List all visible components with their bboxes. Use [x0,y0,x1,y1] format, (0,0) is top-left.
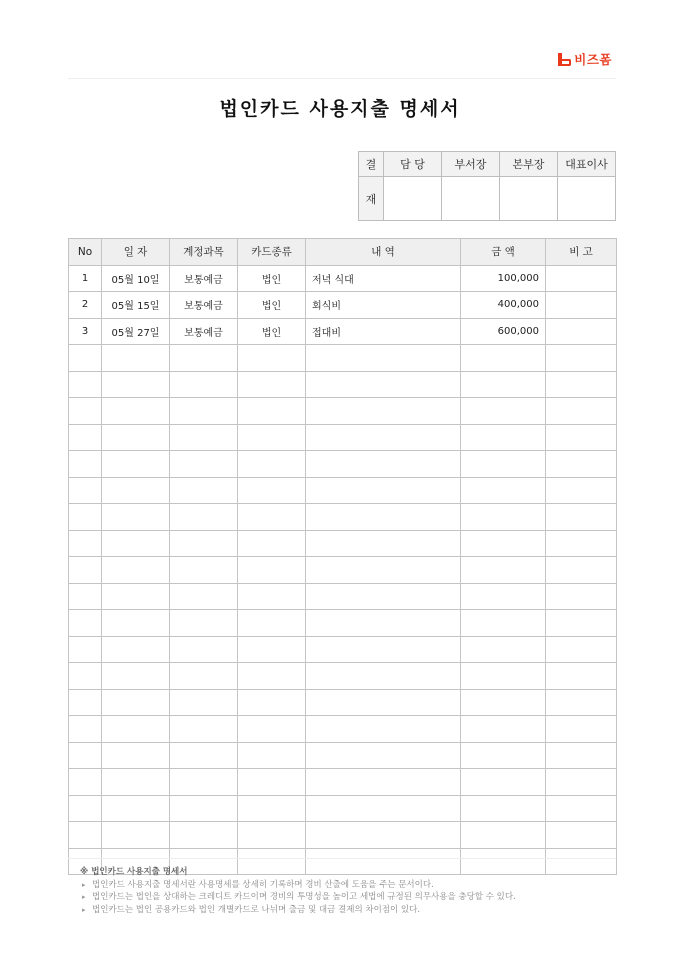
cell-date[interactable] [102,557,170,584]
cell-card-type[interactable] [238,424,306,451]
cell-account[interactable] [170,451,238,478]
col-header-card-type: 카드종류 [238,239,306,266]
cell-description[interactable] [306,795,461,822]
cell-amount[interactable] [461,610,546,637]
cell-date[interactable] [102,504,170,531]
cell-card-type[interactable] [238,769,306,796]
cell-date[interactable] [102,477,170,504]
cell-account[interactable] [170,477,238,504]
brand-logo [558,50,612,68]
cell-date[interactable] [102,610,170,637]
cell-no[interactable]: 3 [69,318,102,345]
cell-amount[interactable] [461,583,546,610]
cell-amount[interactable]: 400,000 [461,292,546,319]
cell-card-type[interactable] [238,716,306,743]
cell-card-type[interactable]: 법인 [238,318,306,345]
expense-ledger-table [68,238,617,875]
table-row [69,504,617,531]
table-row [69,424,617,451]
cell-no[interactable] [69,557,102,584]
cell-card-type[interactable] [238,345,306,372]
col-header-account: 계정과목 [170,239,238,266]
cell-amount[interactable] [461,398,546,425]
cell-account[interactable] [170,663,238,690]
table-row [69,636,617,663]
table-row [69,451,617,478]
cell-card-type[interactable] [238,477,306,504]
table-row [69,398,617,425]
cell-description[interactable] [306,398,461,425]
cell-no[interactable] [69,663,102,690]
col-header-date: 일 자 [102,239,170,266]
table-row [69,689,617,716]
cell-no[interactable] [69,822,102,849]
cell-no[interactable] [69,716,102,743]
approval-role-4: 대표이사 [558,152,616,177]
cell-note[interactable] [546,398,617,425]
cell-note[interactable] [546,557,617,584]
cell-amount[interactable] [461,345,546,372]
cell-note[interactable] [546,663,617,690]
note-item: ▸ 법인카드 사용지출 명세서란 사용명세를 상세히 기록하며 경비 산출에 도움을 주는 문서이다. [80,879,620,892]
approval-side-label-bottom: 재 [359,177,384,221]
cell-date[interactable] [102,822,170,849]
cell-no[interactable] [69,424,102,451]
cell-account[interactable] [170,504,238,531]
cell-no[interactable] [69,742,102,769]
table-row [69,371,617,398]
cell-amount[interactable] [461,557,546,584]
logo-icon [558,53,571,66]
cell-date[interactable] [102,689,170,716]
cell-description[interactable] [306,663,461,690]
cell-amount[interactable] [461,822,546,849]
cell-note[interactable] [546,583,617,610]
cell-date[interactable] [102,424,170,451]
table-row [69,716,617,743]
table-row [69,292,617,319]
cell-no[interactable] [69,769,102,796]
cell-amount[interactable] [461,742,546,769]
cell-no[interactable]: 1 [69,265,102,292]
cell-description[interactable] [306,504,461,531]
cell-description[interactable] [306,689,461,716]
cell-no[interactable] [69,451,102,478]
approval-role-3: 본부장 [500,152,558,177]
top-divider [68,78,616,79]
cell-date[interactable] [102,371,170,398]
cell-amount[interactable] [461,530,546,557]
cell-account[interactable]: 보통예금 [170,318,238,345]
cell-card-type[interactable] [238,663,306,690]
cell-date[interactable] [102,451,170,478]
cell-no[interactable] [69,689,102,716]
cell-description[interactable] [306,636,461,663]
cell-amount[interactable] [461,636,546,663]
cell-description[interactable] [306,371,461,398]
cell-no[interactable] [69,795,102,822]
notes-heading: ※ 법인카드 사용지출 명세서 [80,867,188,877]
cell-account[interactable] [170,716,238,743]
cell-description[interactable] [306,345,461,372]
cell-date[interactable] [102,769,170,796]
notes-section [80,866,620,916]
cell-account[interactable] [170,398,238,425]
cell-card-type[interactable] [238,504,306,531]
cell-no[interactable] [69,583,102,610]
cell-card-type[interactable] [238,398,306,425]
cell-note[interactable] [546,265,617,292]
cell-no[interactable] [69,636,102,663]
cell-card-type[interactable] [238,689,306,716]
cell-description[interactable]: 접대비 [306,318,461,345]
cell-note[interactable] [546,292,617,319]
cell-no[interactable] [69,610,102,637]
cell-amount[interactable] [461,424,546,451]
col-header-no: No [69,239,102,266]
table-row [69,742,617,769]
cell-account[interactable]: 보통예금 [170,292,238,319]
cell-date[interactable]: 05월 27일 [102,318,170,345]
cell-amount[interactable] [461,716,546,743]
cell-amount[interactable] [461,795,546,822]
cell-account[interactable] [170,795,238,822]
cell-no[interactable] [69,530,102,557]
table-header-row [69,239,617,266]
cell-description[interactable] [306,557,461,584]
cell-amount[interactable] [461,477,546,504]
cell-note[interactable] [546,822,617,849]
cell-note[interactable] [546,318,617,345]
cell-account[interactable] [170,583,238,610]
cell-date[interactable] [102,742,170,769]
approval-signature-2[interactable] [442,177,500,221]
cell-account[interactable] [170,769,238,796]
cell-note[interactable] [546,424,617,451]
cell-description[interactable] [306,822,461,849]
cell-card-type[interactable] [238,557,306,584]
cell-account[interactable] [170,424,238,451]
bottom-divider [68,858,616,859]
cell-description[interactable] [306,477,461,504]
cell-date[interactable]: 05월 10일 [102,265,170,292]
table-row [69,769,617,796]
cell-no[interactable] [69,345,102,372]
cell-account[interactable] [170,636,238,663]
cell-description[interactable] [306,424,461,451]
cell-card-type[interactable]: 법인 [238,292,306,319]
table-row [69,345,617,372]
cell-note[interactable] [546,610,617,637]
table-row [69,265,617,292]
cell-card-type[interactable] [238,583,306,610]
cell-amount[interactable] [461,689,546,716]
table-row [69,318,617,345]
approval-box [358,151,616,221]
cell-account[interactable] [170,822,238,849]
cell-date[interactable] [102,583,170,610]
logo-text: 비즈폼 [574,52,612,67]
cell-description[interactable] [306,583,461,610]
cell-account[interactable] [170,610,238,637]
cell-card-type[interactable] [238,795,306,822]
cell-description[interactable]: 회식비 [306,292,461,319]
note-item: ▸ 법인카드는 법인을 상대하는 크레디트 카드이며 경비의 투명성을 높이고 세법에 규정된 의무사용을 충당할 수 있다. [80,891,620,904]
cell-note[interactable] [546,716,617,743]
cell-note[interactable] [546,477,617,504]
cell-note[interactable] [546,504,617,531]
cell-card-type[interactable]: 법인 [238,265,306,292]
table-row [69,795,617,822]
cell-date[interactable] [102,716,170,743]
cell-card-type[interactable] [238,451,306,478]
cell-no[interactable] [69,371,102,398]
cell-card-type[interactable] [238,636,306,663]
cell-no[interactable] [69,504,102,531]
cell-account[interactable] [170,689,238,716]
cell-card-type[interactable] [238,371,306,398]
cell-account[interactable] [170,530,238,557]
approval-side-label-top: 결 [359,152,384,177]
cell-amount[interactable] [461,371,546,398]
cell-account[interactable]: 보통예금 [170,265,238,292]
cell-note[interactable] [546,345,617,372]
cell-description[interactable]: 저녁 식대 [306,265,461,292]
cell-note[interactable] [546,530,617,557]
approval-signature-4[interactable] [558,177,616,221]
cell-date[interactable] [102,398,170,425]
table-row [69,663,617,690]
cell-account[interactable] [170,345,238,372]
cell-description[interactable] [306,530,461,557]
cell-note[interactable] [546,769,617,796]
cell-card-type[interactable] [238,822,306,849]
col-header-note: 비 고 [546,239,617,266]
cell-amount[interactable] [461,504,546,531]
cell-note[interactable] [546,795,617,822]
document-title: 법인카드 사용지출 명세서 [219,98,461,120]
cell-date[interactable] [102,663,170,690]
cell-amount[interactable] [461,769,546,796]
cell-account[interactable] [170,742,238,769]
cell-description[interactable] [306,716,461,743]
table-row [69,822,617,849]
cell-amount[interactable] [461,451,546,478]
cell-account[interactable] [170,557,238,584]
approval-role-2: 부서장 [442,152,500,177]
table-row [69,557,617,584]
cell-amount[interactable]: 100,000 [461,265,546,292]
col-header-amount: 금 액 [461,239,546,266]
cell-no[interactable]: 2 [69,292,102,319]
approval-role-1: 담 당 [384,152,442,177]
cell-description[interactable] [306,451,461,478]
table-row [69,583,617,610]
cell-date[interactable] [102,345,170,372]
note-item: ▸ 법인카드는 법인 공용카드와 법인 개별카드로 나뉘며 출금 및 대금 결제의 차이점이 있다. [80,904,620,917]
table-row [69,610,617,637]
cell-note[interactable] [546,689,617,716]
cell-date[interactable]: 05월 15일 [102,292,170,319]
cell-description[interactable] [306,610,461,637]
cell-date[interactable] [102,795,170,822]
cell-card-type[interactable] [238,530,306,557]
cell-note[interactable] [546,742,617,769]
cell-description[interactable] [306,742,461,769]
cell-amount[interactable] [461,663,546,690]
col-header-description: 내 역 [306,239,461,266]
cell-date[interactable] [102,530,170,557]
cell-note[interactable] [546,636,617,663]
cell-amount[interactable]: 600,000 [461,318,546,345]
cell-description[interactable] [306,769,461,796]
approval-signature-3[interactable] [500,177,558,221]
cell-card-type[interactable] [238,610,306,637]
table-row [69,530,617,557]
cell-account[interactable] [170,371,238,398]
cell-date[interactable] [102,636,170,663]
cell-no[interactable] [69,398,102,425]
cell-no[interactable] [69,477,102,504]
cell-card-type[interactable] [238,742,306,769]
approval-signature-1[interactable] [384,177,442,221]
cell-note[interactable] [546,451,617,478]
table-row [69,477,617,504]
cell-note[interactable] [546,371,617,398]
